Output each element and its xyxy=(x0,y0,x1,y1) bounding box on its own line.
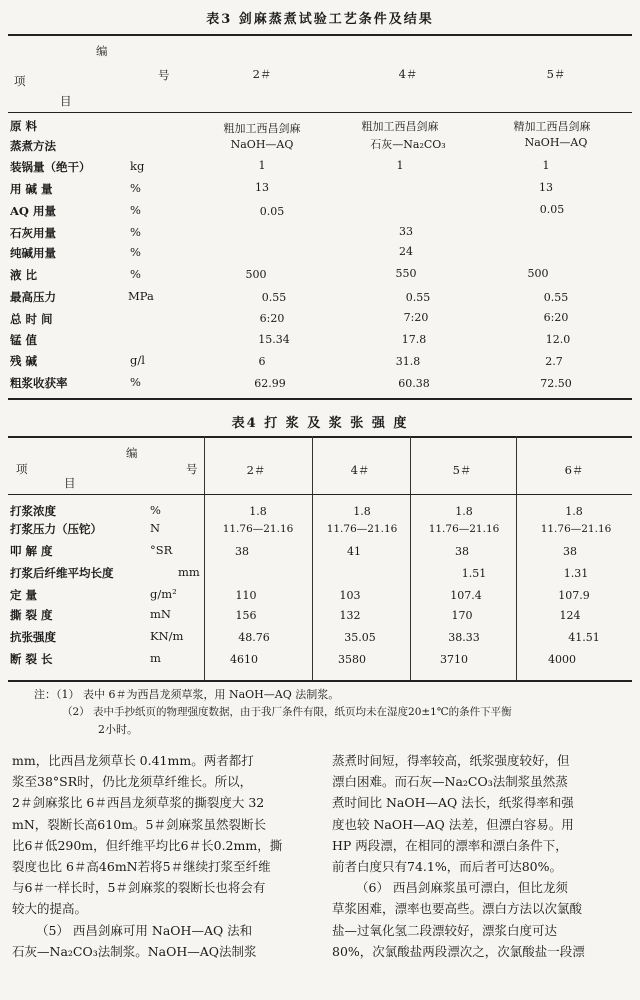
body-line: 前者白度只有74.1%，而后者可达80%。 xyxy=(332,859,562,875)
body-line: 与6＃一样长时，5＃剑麻浆的裂断长也将会有 xyxy=(12,880,266,896)
body-line: 裂度也比 6＃高46mN若将5＃继续打浆至纤维 xyxy=(12,859,271,875)
table4-caption: 表4 打 浆 及 浆 张 强 度 xyxy=(231,416,409,431)
row-unit: MPa xyxy=(128,289,154,303)
body-line: 石灰—Na₂CO₃法制浆。NaOH—AQ法制浆 xyxy=(12,943,257,959)
cell: 0.05 xyxy=(539,203,565,216)
table4-header-xiang: 项 xyxy=(16,462,28,476)
body-line: 蒸煮时间短，得率较高，纸浆强度较好，但 xyxy=(332,753,570,768)
cell: 0.55 xyxy=(543,291,569,304)
cell: 48.76 xyxy=(238,631,270,644)
cell: 13 xyxy=(255,181,269,194)
cell: 精加工西昌剑麻 xyxy=(513,120,591,133)
row-label: 蒸煮方法 xyxy=(10,139,56,153)
row-label: 用 碱 量 xyxy=(10,182,53,196)
cell: 1.8 xyxy=(565,505,583,518)
body-column-right xyxy=(332,750,636,962)
row-label: 总 时 间 xyxy=(10,312,53,326)
table4-col-divider xyxy=(312,436,313,682)
table3-col-header: 5＃ xyxy=(546,67,566,81)
cell: 6:20 xyxy=(259,312,285,325)
row-label: 装锅量（绝干） xyxy=(10,160,91,174)
table3-col-header: 4＃ xyxy=(398,67,418,81)
row-unit: % xyxy=(130,181,141,195)
cell: 103 xyxy=(339,589,361,602)
cell: 107.9 xyxy=(558,589,590,602)
row-unit: % xyxy=(130,375,141,389)
row-unit: % xyxy=(150,503,161,517)
cell: 35.05 xyxy=(344,631,376,644)
body-line: 草浆困难，漂率也要高些。漂白方法以次氯酸 xyxy=(332,901,583,917)
table4-col-divider xyxy=(410,436,411,682)
table4-bottom-rule xyxy=(8,680,632,682)
body-line: 漂白困难。而石灰—Na₂CO₃法制浆虽然蒸 xyxy=(332,774,568,790)
table4-note-1: 注：（1） 表中 6＃为西昌龙须草浆，用 NaOH—AQ 法制浆。 xyxy=(34,688,340,701)
row-label: 叩 解 度 xyxy=(10,544,53,558)
table3-caption: 表3 剑麻蒸煮试验工艺条件及结果 xyxy=(206,12,434,27)
table4-col-divider xyxy=(516,436,517,682)
cell: 6 xyxy=(258,355,266,368)
cell: 3580 xyxy=(338,653,366,666)
cell: 132 xyxy=(339,609,361,622)
body-line: 度也较 NaOH—AQ 法差，但漂白容易。用 xyxy=(332,816,574,832)
table3-header-xiang: 项 xyxy=(14,74,26,88)
table3-header-bian: 编 xyxy=(96,44,108,58)
cell: 38 xyxy=(455,545,469,558)
table3-header-rule xyxy=(8,112,632,113)
row-label: 定 量 xyxy=(10,588,38,602)
cell: 15.34 xyxy=(258,333,290,346)
row-label: 断 裂 长 xyxy=(10,652,53,666)
body-line: mN，裂断长高610m。5＃剑麻浆虽然裂断长 xyxy=(12,816,266,832)
table3-top-rule xyxy=(8,34,632,36)
row-label: 石灰用量 xyxy=(10,226,56,240)
table3-bottom-rule xyxy=(8,398,632,400)
cell: 4610 xyxy=(230,653,258,666)
body-line: 80%，次氯酸盐两段漂次之，次氯酸盐一段漂 xyxy=(332,943,585,959)
cell: 1 xyxy=(258,159,266,172)
cell: 2.7 xyxy=(545,355,563,368)
row-label: 打浆压力（压铊） xyxy=(10,522,102,536)
cell: 124 xyxy=(559,609,581,622)
cell: 38 xyxy=(235,545,249,558)
cell: 1.8 xyxy=(455,505,473,518)
row-unit: °SR xyxy=(150,543,173,557)
table4-header-mu: 目 xyxy=(64,476,76,490)
row-label: 原 料 xyxy=(10,119,38,133)
row-label: 最高压力 xyxy=(10,290,56,304)
row-label: 打浆后纤维平均长度 xyxy=(10,566,114,580)
table4-col-divider xyxy=(204,436,205,682)
table4-col-header: 6＃ xyxy=(564,463,584,477)
row-unit: g/m² xyxy=(150,587,177,601)
table3-header-hao: 号 xyxy=(158,68,170,82)
cell: 1.51 xyxy=(461,567,487,580)
cell: 13 xyxy=(539,181,553,194)
cell: 24 xyxy=(399,245,413,258)
cell: 38 xyxy=(563,545,577,558)
body-line: 盐—过氧化氢二段漂较好，漂浆白度可达 xyxy=(332,922,558,938)
row-label: 打浆浓度 xyxy=(10,504,56,518)
cell: 11.76—21.16 xyxy=(326,523,398,535)
cell: 1 xyxy=(396,159,404,172)
cell: 1.31 xyxy=(563,567,589,580)
table4-col-header: 4＃ xyxy=(350,463,370,477)
cell: 11.76—21.16 xyxy=(428,523,500,535)
row-unit: % xyxy=(130,225,141,239)
cell: 1.8 xyxy=(353,505,371,518)
cell: 107.4 xyxy=(450,589,482,602)
cell: 0.05 xyxy=(259,205,285,218)
table4-note-2: （2） 表中手抄纸页的物理强度数据，由于我厂条件有限，纸页均未在湿度20±1℃的条件下平衡 xyxy=(62,706,512,718)
table4-note-2-cont: 2小时。 xyxy=(98,723,138,736)
row-label: 锰 值 xyxy=(10,333,38,347)
cell: 1 xyxy=(542,159,550,172)
cell: 170 xyxy=(451,609,473,622)
cell: 4000 xyxy=(548,653,576,666)
body-line: 比6＃低290m，但纤维平均比6＃长0.2mm，撕 xyxy=(12,837,283,853)
table4-top-rule xyxy=(8,436,632,438)
cell: 0.55 xyxy=(405,291,431,304)
row-unit: g/l xyxy=(130,353,145,367)
row-unit: % xyxy=(130,267,141,281)
row-label: AQ 用量 xyxy=(10,204,56,218)
table3-col-header: 2＃ xyxy=(252,67,272,81)
table4-header-rule xyxy=(8,494,632,495)
row-label: 纯碱用量 xyxy=(10,246,56,260)
body-line: （5） 西昌剑麻可用 NaOH—AQ 法和 xyxy=(36,922,253,938)
body-line: 2＃剑麻浆比 6＃西昌龙须草浆的撕裂度大 32 xyxy=(12,795,265,811)
cell: NaOH—AQ xyxy=(524,136,588,149)
cell: 17.8 xyxy=(401,333,427,346)
row-unit: % xyxy=(130,203,141,217)
cell: 0.55 xyxy=(261,291,287,304)
body-line: HP 两段漂，在相同的漂率和漂白条件下， xyxy=(332,837,568,853)
table4-header-hao: 号 xyxy=(186,462,198,476)
row-unit: N xyxy=(150,521,161,535)
cell: 7:20 xyxy=(403,311,429,324)
cell: 3710 xyxy=(440,653,468,666)
row-unit: kg xyxy=(130,159,145,173)
cell: 6:20 xyxy=(543,311,569,324)
body-line: 浆至38°SR时，仍比龙须草纤维长。所以， xyxy=(12,774,253,790)
body-line: 较大的提高。 xyxy=(12,901,88,917)
cell: 33 xyxy=(399,225,413,238)
cell: 62.99 xyxy=(254,377,286,390)
cell: 60.38 xyxy=(398,377,430,390)
cell: 41.51 xyxy=(568,631,600,644)
row-unit: mN xyxy=(150,607,171,621)
cell: 500 xyxy=(527,267,549,280)
body-line: （6） 西昌剑麻浆虽可漂白，但比龙须 xyxy=(356,880,568,896)
cell: 72.50 xyxy=(540,377,572,390)
row-label: 液 比 xyxy=(10,268,38,282)
cell: 12.0 xyxy=(545,333,571,346)
row-unit: KN/m xyxy=(150,629,184,643)
table4-col-header: 5＃ xyxy=(452,463,472,477)
cell: 156 xyxy=(235,609,257,622)
row-label: 撕 裂 度 xyxy=(10,608,53,622)
row-unit: % xyxy=(130,245,141,259)
cell: 38.33 xyxy=(448,631,480,644)
cell: 110 xyxy=(235,589,257,602)
row-unit: m xyxy=(150,651,161,665)
row-label: 残 碱 xyxy=(10,354,38,368)
cell: 粗加工西昌剑麻 xyxy=(361,120,439,133)
table3-header-mu: 目 xyxy=(60,94,72,108)
cell: 11.76—21.16 xyxy=(540,523,612,535)
body-line: 煮时间比 NaOH—AQ 法长，纸浆得率和强 xyxy=(332,795,574,811)
cell: 1.8 xyxy=(249,505,267,518)
body-line: mm，比西昌龙须草长 0.41mm。两者都打 xyxy=(12,753,254,768)
cell: 11.76—21.16 xyxy=(222,523,294,535)
row-unit: mm xyxy=(178,565,200,579)
row-label: 粗浆收获率 xyxy=(10,376,68,390)
cell: 550 xyxy=(395,267,417,280)
table4-header-bian: 编 xyxy=(126,446,138,460)
cell: 41 xyxy=(347,545,361,558)
table4-col-header: 2＃ xyxy=(246,463,266,477)
cell: NaOH—AQ xyxy=(230,138,294,151)
cell: 石灰—Na₂CO₃ xyxy=(370,138,446,151)
cell: 500 xyxy=(245,268,267,281)
body-column-left xyxy=(12,750,316,962)
row-label: 抗张强度 xyxy=(10,630,56,644)
cell: 31.8 xyxy=(395,355,421,368)
cell: 粗加工西昌剑麻 xyxy=(223,122,301,135)
